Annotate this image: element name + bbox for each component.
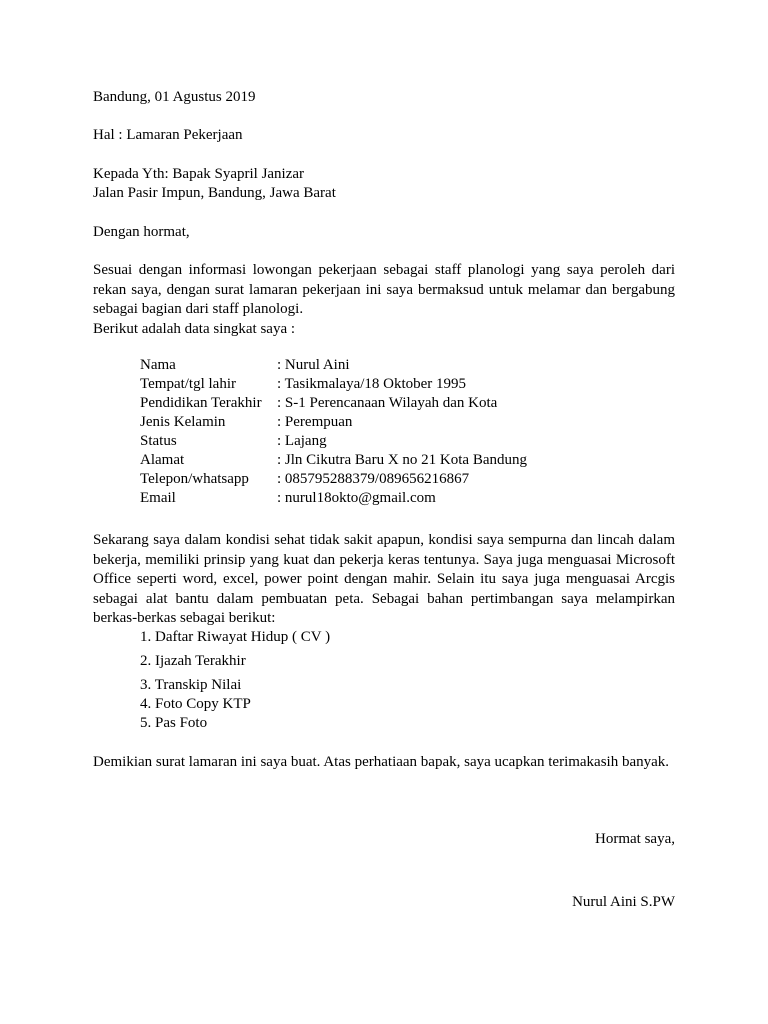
greeting: Dengan hormat,	[93, 224, 190, 240]
data-value: : Nurul Aini	[277, 357, 350, 373]
data-row-birth	[140, 375, 527, 394]
data-value: : Tasikmalaya/18 Oktober 1995	[277, 376, 467, 392]
data-value: : Lajang	[277, 433, 327, 449]
attachment-item: 1. Daftar Riwayat Hidup ( CV )	[140, 629, 331, 645]
data-row-address	[140, 451, 527, 470]
body-paragraph: Sekarang saya dalam kondisi sehat tidak sakit apapun, kondisi saya sempurna dan lincah dalam bekerja, memiliki prinsip yang kuat dan pekerja keras tentunya. Saya juga menguasai Microsoft Office seperti word, excel, power point dengan mahir. Selain itu saya juga menguasai Arcgis sebagai alat bantu dalam pembuatan peta. Sebagai bahan pertimbangan saya melampirkan berkas-berkas sebagai berikut:	[93, 532, 675, 626]
data-label: Jenis Kelamin	[140, 414, 226, 430]
data-row-education	[140, 394, 527, 413]
data-row-phone	[140, 470, 527, 489]
intro-paragraph: Sesuai dengan informasi lowongan pekerjaan sebagai staff planologi yang saya peroleh dari rekan saya, dengan surat lamaran pekerjaan ini saya bermaksud untuk melamar dan bergabung sebagai bagian dari staff planologi.	[93, 262, 675, 317]
data-row-status	[140, 432, 527, 451]
data-value: : 085795288379/089656216867	[277, 471, 470, 487]
data-intro: Berikut adalah data singkat saya :	[93, 321, 296, 337]
data-value: : nurul18okto@gmail.com	[277, 490, 436, 506]
data-label: Tempat/tgl lahir	[140, 376, 237, 392]
data-label: Telepon/whatsapp	[140, 471, 249, 487]
attachment-item: 3. Transkip Nilai	[140, 677, 242, 693]
data-row-name	[140, 356, 527, 375]
attachment-item: 2. Ijazah Terakhir	[140, 653, 246, 669]
closing-paragraph: Demikian surat lamaran ini saya buat. Atas perhatiaan bapak, saya ucapkan terimakasih banyak.	[93, 754, 670, 770]
data-label: Alamat	[140, 452, 185, 468]
signature-name: Nurul Aini S.PW	[572, 894, 675, 910]
attachment-item: 5. Pas Foto	[140, 715, 208, 731]
data-label: Pendidikan Terakhir	[140, 395, 262, 411]
data-label: Status	[140, 433, 177, 449]
recipient-name: Kepada Yth: Bapak Syapril Janizar	[93, 166, 305, 182]
subject-line: Hal : Lamaran Pekerjaan	[93, 127, 243, 143]
data-label: Email	[140, 490, 176, 506]
data-value: : S-1 Perencanaan Wilayah dan Kota	[277, 395, 498, 411]
data-label: Nama	[140, 357, 176, 373]
place-date: Bandung, 01 Agustus 2019	[93, 89, 256, 105]
recipient-address: Jalan Pasir Impun, Bandung, Jawa Barat	[93, 185, 336, 201]
personal-data-table	[140, 356, 527, 508]
attachment-item: 4. Foto Copy KTP	[140, 696, 251, 712]
data-value: : Perempuan	[277, 414, 353, 430]
data-row-email	[140, 489, 527, 508]
sign-off: Hormat saya,	[595, 831, 675, 847]
data-row-gender	[140, 413, 527, 432]
data-value: : Jln Cikutra Baru X no 21 Kota Bandung	[277, 452, 527, 468]
